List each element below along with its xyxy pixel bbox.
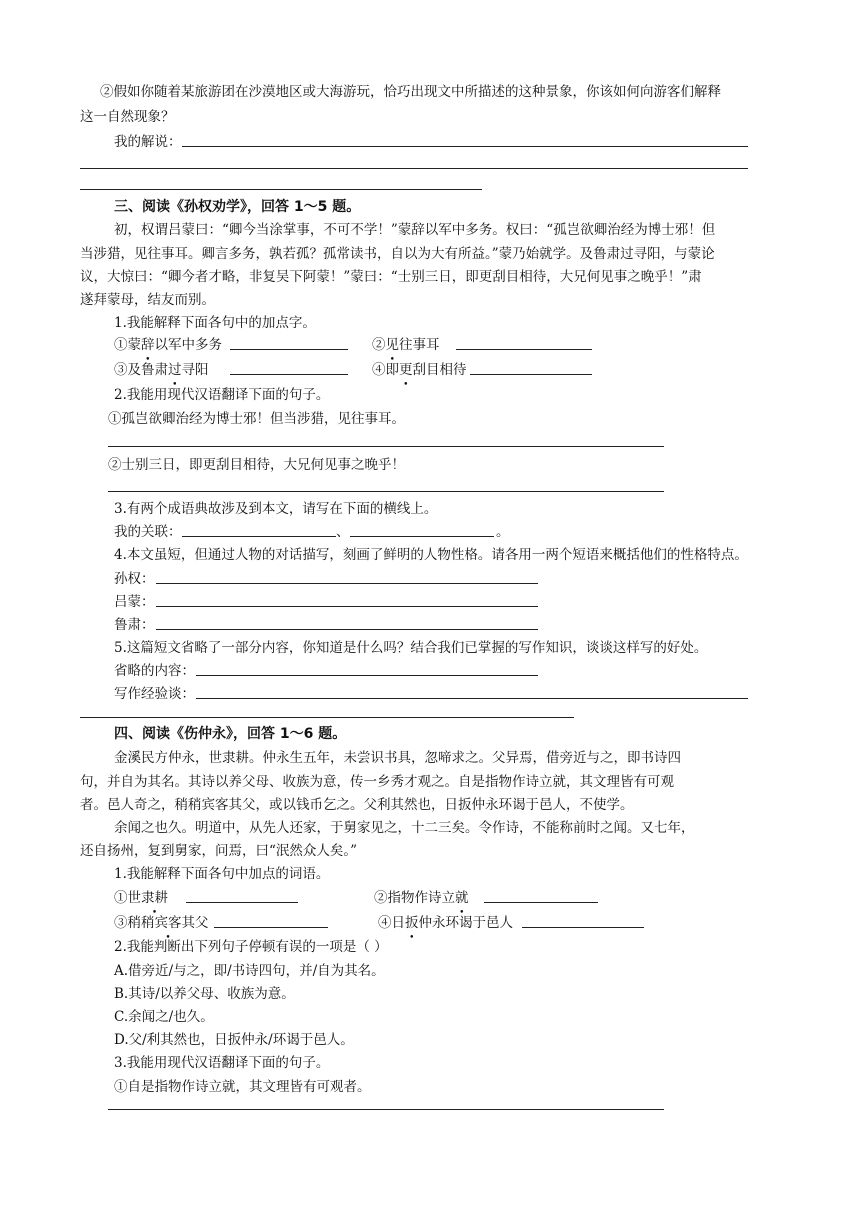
translate-item: ①自是指物作诗立就，其文理皆有可观者。 — [114, 1079, 371, 1095]
dotted-char: 更 — [399, 362, 413, 378]
vocab-item — [114, 888, 168, 908]
passage-line: 还自扬州，复到舅家，问焉，曰“泯然众人矣。” — [80, 843, 358, 859]
passage-line: 当涉猎，见往事耳。卿言多务，孰若孤？孤常读书，自以为大有所益。”蒙乃始就学。及鲁肃过寻阳，与蒙论 — [80, 246, 715, 262]
vocab-prefix: ④即 — [372, 362, 399, 378]
vocab-suffix: 其父 — [181, 915, 209, 931]
vocab-item — [374, 888, 469, 908]
vocab-prefix: ①蒙 — [114, 337, 141, 353]
separator: 、 — [336, 524, 350, 540]
answer-label: 省略的内容： — [114, 663, 195, 679]
answer-label: 我的关联： — [114, 524, 182, 540]
dotted-char: 辞 — [141, 337, 155, 353]
dotted-char: 扳 — [405, 915, 419, 931]
answer-line[interactable] — [156, 606, 538, 607]
question-text: 5.这篇短文省略了一部分内容，你知道是什么吗？结合我们已掌握的写作知识，谈谈这样写的好处。 — [114, 640, 708, 656]
vocab-suffix: 往事耳 — [399, 337, 440, 353]
section-heading: 三、阅读《孙权劝学》，回答 1～5 题。 — [114, 199, 361, 215]
vocab-prefix: ②指物作诗立 — [374, 890, 455, 906]
answer-line[interactable] — [196, 675, 538, 676]
period: 。 — [496, 524, 510, 540]
passage-line: 遂拜蒙母，结友而别。 — [80, 292, 215, 308]
question-text: 1.我能解释下面各句中的加点字。 — [114, 315, 316, 331]
answer-line[interactable] — [470, 374, 592, 375]
answer-line[interactable] — [182, 146, 748, 147]
vocab-prefix: ③及鲁肃 — [114, 362, 168, 378]
vocab-suffix: 刮目相待 — [412, 362, 467, 378]
answer-line[interactable] — [80, 168, 748, 169]
passage-line: 者。邑人奇之，稍稍宾客其父，或以钱币乞之。父利其然也，日扳仲永环谒于邑人，不使学。 — [80, 797, 634, 813]
answer-line[interactable] — [80, 717, 574, 718]
question-text: 4.本文虽短，但通过人物的对话描写，刻画了鲜明的人物性格。请各用一两个短语来概括他们的性格特点。 — [114, 547, 748, 563]
dotted-char: 过 — [168, 362, 182, 378]
passage-line: 余闻之也久。明道中，从先人还家，于舅家见之，十二三矣。令作诗，不能称前时之闻。又七年， — [114, 820, 695, 836]
answer-line[interactable] — [108, 1109, 664, 1110]
answer-line[interactable] — [350, 536, 494, 537]
answer-label: 孙权： — [114, 571, 155, 587]
passage-line: 金溪民方仲永，世隶耕。仲永生五年，未尝识书具，忽啼求之。父异焉，借旁近与之，即书诗四 — [114, 750, 681, 766]
answer-line[interactable] — [214, 927, 328, 928]
option-d: D.父/利其然也，日扳仲永/环谒于邑人。 — [114, 1032, 354, 1048]
passage-line: 议，大惊曰：“卿今者才略，非复吴下阿蒙！”蒙曰：“士别三日，即更刮目相待，大兄何见事之晚乎！”肃 — [80, 269, 702, 285]
vocab-prefix: ①世 — [114, 890, 141, 906]
question-text: 2.我能用现代汉语翻译下面的句子。 — [114, 387, 330, 403]
vocab-suffix: 寻阳 — [181, 362, 209, 378]
option-a: A.借旁近/与之，即/书诗四句，并/自为其名。 — [114, 963, 385, 979]
vocab-item — [372, 335, 440, 355]
vocab-item — [372, 360, 467, 380]
answer-line[interactable] — [456, 349, 592, 350]
answer-line[interactable] — [186, 902, 298, 903]
option-b: B.其诗/以养父母、收族为意。 — [114, 986, 295, 1002]
dotted-char: 见 — [385, 337, 399, 353]
answer-line[interactable] — [230, 349, 348, 350]
dotted-char: 就 — [455, 890, 469, 906]
vocab-suffix: 以军中多务 — [154, 337, 222, 353]
vocab-prefix: ② — [372, 337, 386, 353]
vocab-prefix: ④日 — [378, 915, 405, 931]
question-text: 2.我能判断出下列句子停顿有误的一项是（ ） — [114, 939, 388, 955]
section-heading: 四、阅读《伤仲永》，回答 1～6 题。 — [114, 726, 347, 742]
answer-line[interactable] — [108, 446, 664, 447]
answer-line[interactable] — [230, 374, 348, 375]
answer-label: 吕蒙： — [114, 594, 155, 610]
answer-line[interactable] — [182, 536, 336, 537]
answer-line[interactable] — [108, 491, 664, 492]
answer-line[interactable] — [522, 927, 644, 928]
answer-line[interactable] — [80, 189, 482, 190]
vocab-item — [114, 335, 222, 355]
dotted-char: 隶耕 — [141, 890, 168, 906]
answer-line[interactable] — [156, 583, 538, 584]
question-text: 这一自然现象？ — [80, 109, 175, 125]
vocab-item — [114, 360, 209, 380]
translate-item: ①孤岂欲卿治经为博士邪！但当涉猎，见往事耳。 — [108, 411, 405, 427]
vocab-suffix: 仲永环谒于邑人 — [418, 915, 513, 931]
question-text: 1.我能解释下面各句中加点的词语。 — [114, 866, 330, 882]
vocab-item — [114, 913, 209, 933]
answer-label: 我的解说： — [114, 134, 182, 150]
translate-item: ②士别三日，即更刮目相待，大兄何见事之晚乎！ — [108, 457, 405, 473]
answer-line[interactable] — [156, 629, 538, 630]
answer-line[interactable] — [196, 698, 748, 699]
passage-line: 句，并自为其名。其诗以养父母、收族为意，传一乡秀才观之。自是指物作诗立就，其文理皆有可观 — [80, 774, 674, 790]
answer-label: 写作经验谈： — [114, 686, 195, 702]
vocab-item — [378, 913, 513, 933]
question-text: 3.有两个成语典故涉及到本文，请写在下面的横线上。 — [114, 501, 438, 517]
dotted-char: 宾客 — [154, 915, 182, 931]
answer-label: 鲁肃： — [114, 617, 155, 633]
option-c: C.余闻之/也久。 — [114, 1009, 214, 1025]
question-text: ②假如你随着某旅游团在沙漠地区或大海游玩，恰巧出现文中所描述的这种景象，你该如何向游客们解释 — [100, 84, 721, 100]
passage-line: 初，权谓吕蒙曰：“卿今当涂掌事，不可不学！”蒙辞以军中多务。权曰：“孤岂欲卿治经为博士邪！但 — [114, 222, 716, 238]
answer-line[interactable] — [484, 902, 598, 903]
vocab-prefix: ③稍稍 — [114, 915, 155, 931]
question-text: 3.我能用现代汉语翻译下面的句子。 — [114, 1055, 330, 1071]
